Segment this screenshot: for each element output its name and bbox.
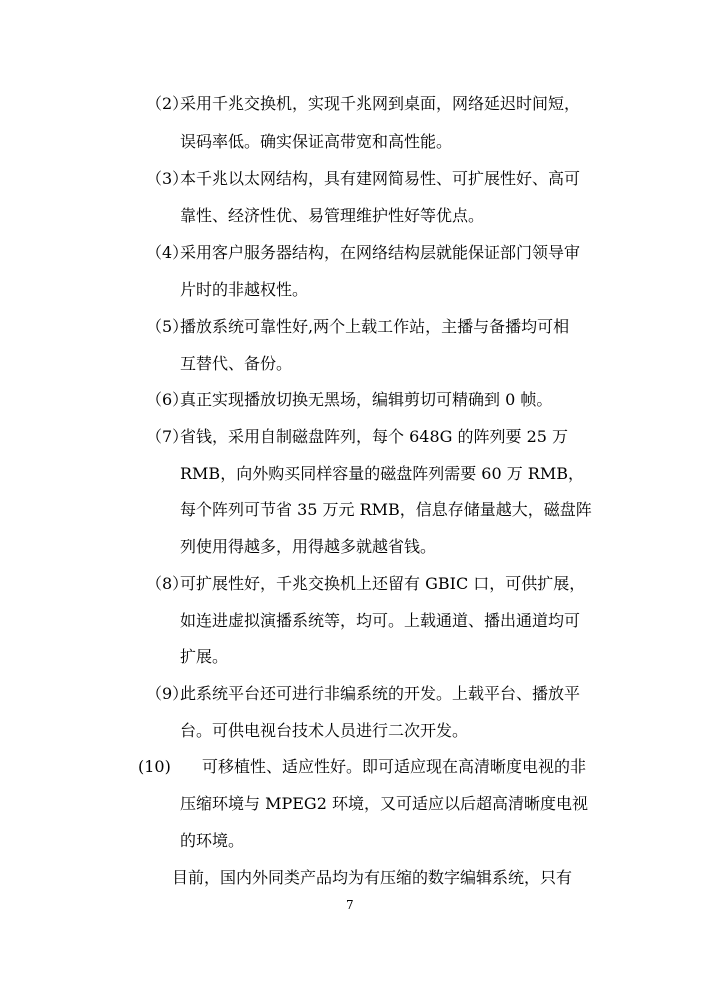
item-marker-2: （2） [146, 94, 189, 113]
item-marker-9: （9） [146, 684, 189, 703]
item-marker-5: （5） [146, 317, 189, 336]
closing-paragraph: 目前，国内外同类产品均为有压缩的数字编辑系统，只有 [172, 868, 573, 887]
item-8-line-1: 可扩展性好，千兆交换机上还留有 GBIC 口，可供扩展， [180, 574, 586, 593]
item-7-line-1: 省钱，采用自制磁盘阵列，每个 648G 的阵列要 25 万 [180, 427, 569, 446]
item-marker-3: （3） [146, 169, 189, 188]
item-2-line-2: 误码率低。确实保证高带宽和高性能。 [180, 132, 453, 151]
item-marker-8: （8） [146, 574, 189, 593]
item-4-line-2: 片时的非越权性。 [180, 280, 309, 299]
item-8-line-2: 如连进虚拟演播系统等，均可。上载通道、播出通道均可 [180, 611, 581, 630]
item-9-line-2: 台。可供电视台技术人员进行二次开发。 [180, 721, 469, 740]
item-4-line-1: 采用客户服务器结构，在网络结构层就能保证部门领导审 [180, 243, 581, 262]
item-3-line-2: 靠性、经济性优、易管理维护性好等优点。 [180, 206, 485, 225]
item-marker-10: (10) [138, 757, 171, 776]
item-10-line-2: 压缩环境与 MPEG2 环境，又可适应以后超高清晰度电视 [180, 794, 588, 813]
item-5-line-2: 互替代、备份。 [180, 354, 293, 373]
item-6-line-1: 真正实现播放切换无黑场，编辑剪切可精确到 0 帧。 [180, 390, 553, 409]
item-7-line-4: 列使用得越多，用得越多就越省钱。 [180, 537, 437, 556]
item-10-line-1: 可移植性、适应性好。即可适应现在高清晰度电视的非 [202, 757, 587, 776]
item-7-line-2: RMB，向外购买同样容量的磁盘阵列需要 60 万 RMB， [180, 464, 584, 483]
item-10-line-3: 的环境。 [180, 831, 245, 850]
item-8-line-3: 扩展。 [180, 647, 229, 666]
item-7-line-3: 每个阵列可节省 35 万元 RMB，信息存储量越大，磁盘阵 [180, 500, 592, 519]
item-marker-7: （7） [146, 427, 189, 446]
item-9-line-1: 此系统平台还可进行非编系统的开发。上载平台、播放平 [180, 684, 581, 703]
item-marker-6: （6） [146, 390, 189, 409]
page-number: 7 [346, 898, 354, 912]
item-2-line-1: 采用千兆交换机，实现千兆网到桌面，网络延迟时间短， [180, 94, 581, 113]
item-3-line-1: 本千兆以太网结构，具有建网简易性、可扩展性好、高可 [180, 169, 581, 188]
item-5-line-1: 播放系统可靠性好,两个上载工作站，主播与备播均可相 [180, 317, 570, 336]
item-marker-4: （4） [146, 243, 189, 262]
